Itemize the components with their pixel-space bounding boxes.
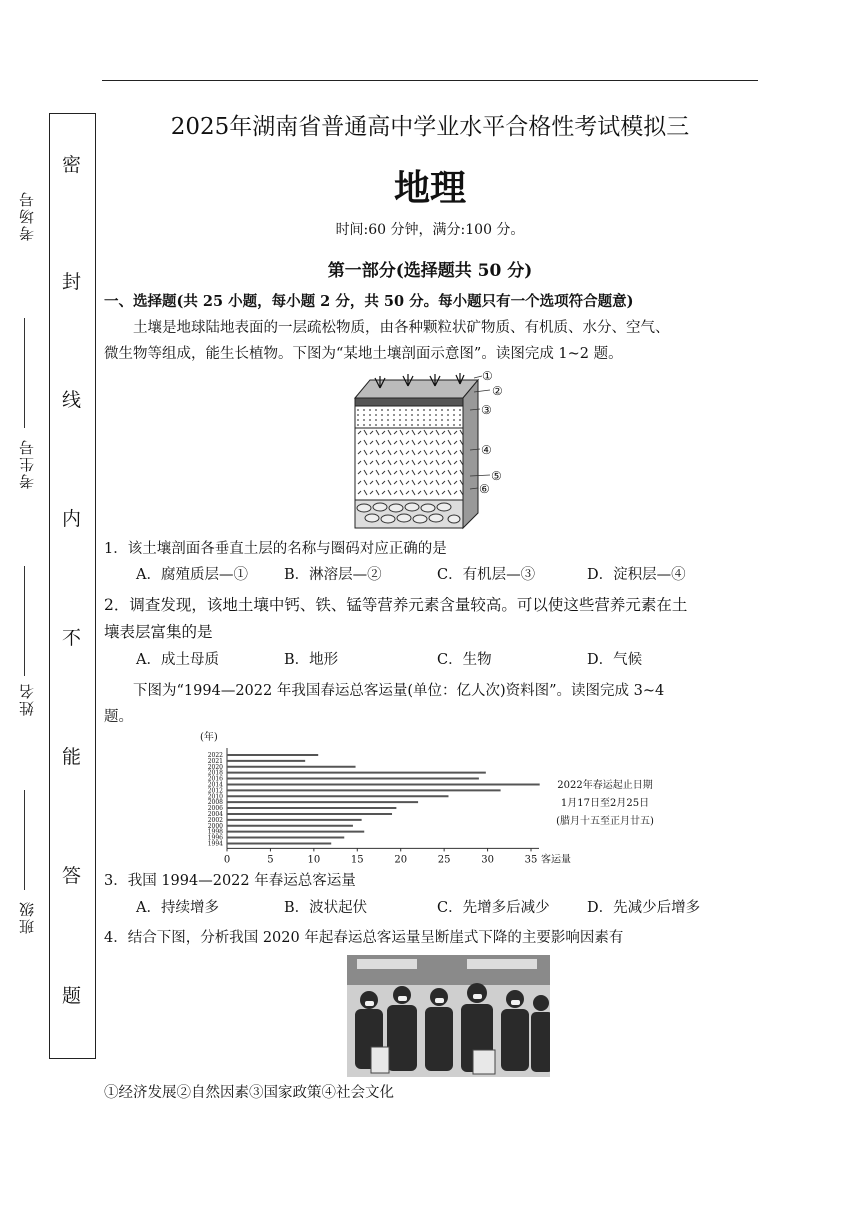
x-tick-label: 30: [481, 854, 494, 866]
category-label: 2008: [207, 799, 223, 807]
seal-char: 线: [61, 389, 81, 411]
class-label: 班级: [18, 900, 36, 934]
question-3-stem: 3．我国 1994—2022 年春运总客运量: [104, 873, 356, 889]
category-label: 2000: [207, 822, 223, 830]
section-heading: 一、选择题(共 25 小题，每小题 2 分，共 50 分。每小题只有一个选项符合题意): [104, 293, 634, 310]
category-label: 2016: [207, 775, 223, 783]
question-1-stem: 1．该土壤剖面各垂直土层的名称与圈码对应正确的是: [104, 541, 447, 557]
time-info: 时间:60 分钟，满分:100 分。: [335, 222, 525, 238]
q1-option-c[interactable]: C．有机层—③: [437, 567, 536, 583]
soil-label: ③: [481, 403, 492, 417]
category-label: 1996: [207, 834, 223, 842]
q1-option-b[interactable]: B．淋溶层—②: [284, 567, 382, 583]
category-label: 2018: [207, 769, 223, 777]
x-tick-label: 20: [394, 854, 408, 866]
name-label: 姓名: [18, 682, 36, 716]
exam-title: 2025年湖南省普通高中学业水平合格性考试模拟三: [170, 114, 690, 140]
chart-annotation: 1月17日至2月25日: [560, 798, 650, 809]
category-label: 1994: [207, 840, 223, 848]
soil-profile-figure: [350, 368, 520, 532]
seal-char: 题: [61, 985, 81, 1007]
soil-label: ⑥: [479, 482, 490, 496]
exam-room-label: 考场号: [18, 190, 36, 241]
question-4-stem: 4．结合下图，分析我国 2020 年起春运总客运量呈断崖式下降的主要影响因素有: [104, 930, 624, 946]
chart-annotation: 2022年春运起止日期: [557, 780, 653, 791]
seal-char: 能: [61, 746, 81, 768]
x-tick-label: 35: [524, 854, 538, 866]
x-tick-label: 0: [223, 854, 231, 866]
category-label: 2002: [207, 816, 223, 824]
seal-line-box: [49, 113, 96, 1059]
category-label: 2020: [207, 763, 223, 771]
crowd-photo: [347, 955, 550, 1077]
part-title: 第一部分(选择题共 50 分): [327, 261, 533, 281]
category-label: 2021: [207, 757, 223, 765]
category-label: 2014: [207, 781, 223, 789]
category-label: 2012: [207, 787, 223, 795]
category-label: 2022: [207, 751, 223, 759]
x-tick-label: 15: [350, 854, 364, 866]
soil-label: ②: [492, 384, 503, 398]
q1-option-a[interactable]: A．腐殖质层—①: [136, 567, 248, 583]
x-tick-label: 10: [307, 854, 321, 866]
candidate-number-blank[interactable]: [24, 566, 25, 676]
category-label: 2010: [207, 793, 223, 801]
subject-title: 地理: [393, 168, 466, 209]
x-tick-label: 25: [437, 854, 451, 866]
q2-option-a[interactable]: A．成土母质: [136, 652, 219, 668]
question-2-stem: 2．调查发现，该地土壤中钙、铁、锰等营养元素含量较高。可以使这些营养元素在土: [104, 596, 688, 614]
seal-char: 答: [61, 865, 81, 887]
soil-layer-3: [355, 428, 463, 500]
top-rule: [102, 80, 758, 81]
chart-annotation: (腊月十五至正月廿五): [556, 816, 654, 827]
soil-layer-1: [355, 398, 463, 406]
question-2-stem-cont: 壤表层富集的是: [104, 623, 213, 641]
q3-option-a[interactable]: A．持续增多: [136, 900, 219, 916]
name-blank[interactable]: [24, 790, 25, 890]
intro-paragraph-line: 土壤是地球陆地表面的一层疏松物质，由各种颗粒状矿物质、有机质、水分、空气、: [133, 320, 670, 336]
category-label: 2006: [207, 805, 223, 813]
seal-char: 封: [61, 271, 81, 293]
intro2-line: 下图为“1994—2022 年我国春运总客运量(单位：亿人次)资料图”。读图完成 3~4: [133, 683, 665, 699]
soil-label: ④: [481, 443, 492, 457]
intro-paragraph-line: 微生物等组成，能生长植物。下图为“某地土壤剖面示意图”。读图完成 1~2 题。: [104, 346, 623, 362]
seal-char: 密: [61, 154, 81, 176]
q1-option-d[interactable]: D．淀积层—④: [587, 567, 686, 583]
q2-option-d[interactable]: D．气候: [587, 652, 643, 668]
seal-char: 内: [61, 508, 81, 530]
x-axis-label: 客运量: [541, 854, 571, 866]
q2-option-c[interactable]: C．生物: [437, 652, 492, 668]
q3-option-b[interactable]: B．波状起伏: [284, 900, 368, 916]
candidate-number-label: 考生号: [18, 438, 36, 489]
q3-option-c[interactable]: C．先增多后减少: [437, 900, 550, 916]
x-tick-label: 5: [267, 854, 274, 866]
soil-layer-2: [355, 406, 463, 428]
seal-char: 不: [61, 627, 81, 649]
soil-label: ⑤: [491, 469, 502, 483]
exam-room-blank[interactable]: [24, 318, 25, 428]
soil-label: ①: [482, 369, 493, 383]
soil-side-face: [463, 380, 478, 528]
category-label: 2004: [207, 810, 223, 818]
q2-option-b[interactable]: B．地形: [284, 652, 339, 668]
question-4-factors: ①经济发展②自然因素③国家政策④社会文化: [104, 1085, 394, 1101]
spring-travel-chart: [190, 728, 680, 870]
intro2-line: 题。: [104, 709, 133, 725]
category-label: 1998: [207, 828, 223, 836]
q3-option-d[interactable]: D．先减少后增多: [587, 900, 701, 916]
y-axis-label: (年): [200, 732, 218, 743]
